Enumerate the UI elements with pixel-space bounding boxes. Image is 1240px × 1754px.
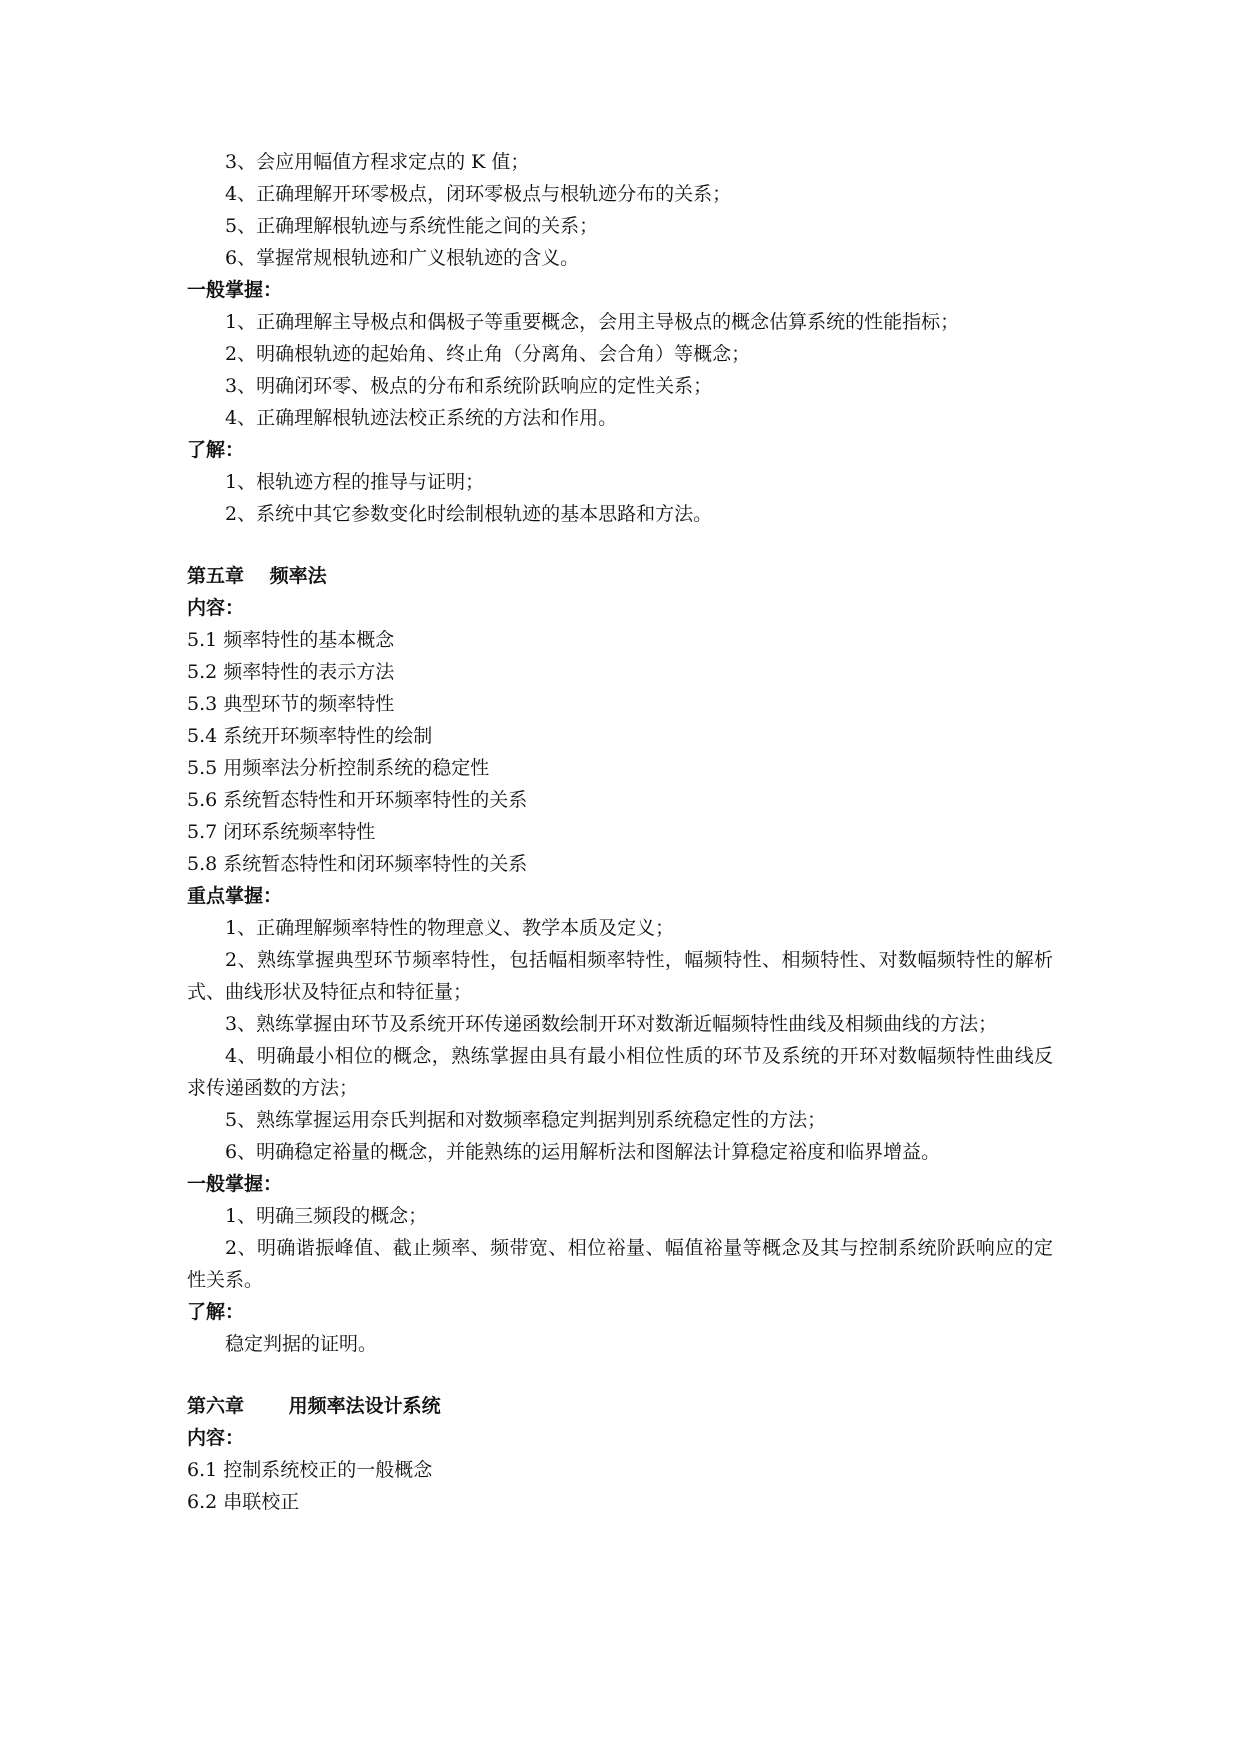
section-item: 5.3 典型环节的频率特性 <box>187 693 395 715</box>
list-item: 2、系统中其它参数变化时绘制根轨迹的基本思路和方法。 <box>225 503 713 525</box>
chapter4-key-points-tail <box>187 146 1053 274</box>
chapter5-understand-list <box>187 1328 1053 1360</box>
list-item: 1、根轨迹方程的推导与证明； <box>225 471 485 493</box>
section-heading-key: 重点掌握： <box>187 885 283 907</box>
list-item: 6、明确稳定裕量的概念，并能熟练的运用解析法和图解法计算稳定裕度和临界增益。 <box>225 1141 941 1163</box>
section-item: 5.2 频率特性的表示方法 <box>187 661 395 683</box>
section-heading-content: 内容： <box>187 1427 245 1449</box>
list-item: 4、正确理解开环零极点，闭环零极点与根轨迹分布的关系； <box>225 183 732 205</box>
section-item: 5.4 系统开环频率特性的绘制 <box>187 725 433 747</box>
chapter6-sections <box>187 1454 1053 1518</box>
list-item: 稳定判据的证明。 <box>225 1333 378 1355</box>
list-item: 2、明确根轨迹的起始角、终止角（分离角、会合角）等概念； <box>225 343 751 365</box>
section-item: 5.5 用频率法分析控制系统的稳定性 <box>187 757 490 779</box>
list-item: 2、明确谐振峰值、截止频率、频带宽、相位裕量、幅值裕量等概念及其与控制系统阶跃响应的定性关系。 <box>187 1237 1053 1291</box>
list-item: 2、熟练掌握典型环节频率特性，包括幅相频率特性，幅频特性、相频特性、对数幅频特性的解析式、曲线形状及特征点和特征量； <box>187 949 1053 1003</box>
list-item: 4、正确理解根轨迹法校正系统的方法和作用。 <box>225 407 618 429</box>
chapter4-understand-list <box>187 466 1053 530</box>
spacer <box>187 530 1053 560</box>
chapter5-sections <box>187 624 1053 880</box>
chapter4-general-list <box>187 306 1053 434</box>
section-item: 5.6 系统暂态特性和开环频率特性的关系 <box>187 789 528 811</box>
list-item: 1、明确三频段的概念； <box>225 1205 428 1227</box>
section-heading-understand: 了解： <box>187 439 245 461</box>
spacer <box>187 1360 1053 1390</box>
chapter5-key-list <box>187 912 1053 1168</box>
list-item: 5、正确理解根轨迹与系统性能之间的关系； <box>225 215 599 237</box>
list-item: 3、熟练掌握由环节及系统开环传递函数绘制开环对数渐近幅频特性曲线及相频曲线的方法； <box>225 1013 998 1035</box>
document-page <box>187 146 1053 1518</box>
list-item: 1、正确理解频率特性的物理意义、教学本质及定义； <box>225 917 675 939</box>
section-item: 5.7 闭环系统频率特性 <box>187 821 376 843</box>
list-item: 4、明确最小相位的概念，熟练掌握由具有最小相位性质的环节及系统的开环对数幅频特性曲线反求传递函数的方法； <box>187 1045 1053 1099</box>
chapter-title: 第六章 用频率法设计系统 <box>187 1395 441 1417</box>
section-heading-content: 内容： <box>187 597 245 619</box>
list-item: 3、明确闭环零、极点的分布和系统阶跃响应的定性关系； <box>225 375 713 397</box>
list-item: 3、会应用幅值方程求定点的 K 值； <box>225 151 530 173</box>
section-item: 5.8 系统暂态特性和闭环频率特性的关系 <box>187 853 528 875</box>
list-item: 5、熟练掌握运用奈氏判据和对数频率稳定判据判别系统稳定性的方法； <box>225 1109 827 1131</box>
section-heading-understand: 了解： <box>187 1301 245 1323</box>
chapter5-general-list <box>187 1200 1053 1296</box>
list-item: 6、掌握常规根轨迹和广义根轨迹的含义。 <box>225 247 580 269</box>
section-item: 5.1 频率特性的基本概念 <box>187 629 395 651</box>
section-item: 6.2 串联校正 <box>187 1491 300 1513</box>
section-heading-general: 一般掌握： <box>187 1173 283 1195</box>
section-heading-general: 一般掌握： <box>187 279 283 301</box>
chapter-title: 第五章 频率法 <box>187 565 327 587</box>
section-item: 6.1 控制系统校正的一般概念 <box>187 1459 433 1481</box>
list-item: 1、正确理解主导极点和偶极子等重要概念，会用主导极点的概念估算系统的性能指标； <box>225 311 960 333</box>
